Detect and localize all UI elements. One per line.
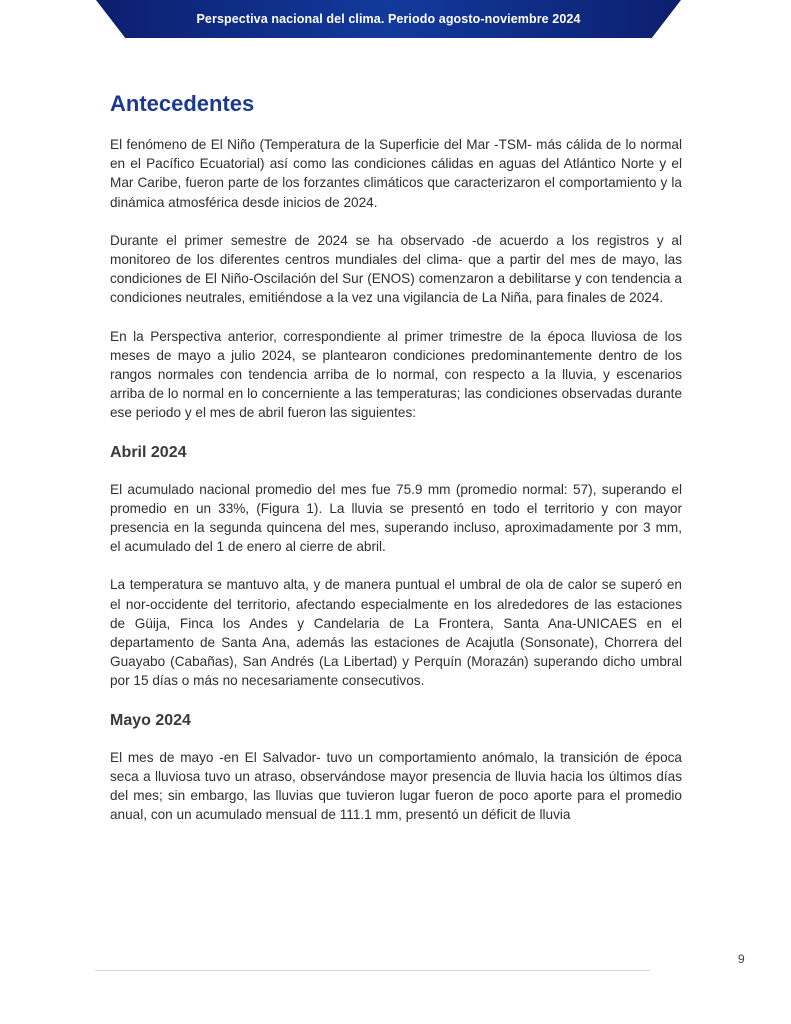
header-title: Perspectiva nacional del clima. Periodo agosto-noviembre 2024 [196,12,581,26]
paragraph: El fenómeno de El Niño (Temperatura de la Superficie del Mar -TSM- más cálida de lo normal en el Pacífico Ecuatorial) así como las condiciones cálidas en aguas del Atlántico Norte y el Mar Caribe, fueron parte de los forzantes climáticos que caracterizaron el comportamiento y la dinámica atmosférica desde inicios de 2024. [110,137,682,210]
paragraph: Durante el primer semestre de 2024 se ha observado -de acuerdo a los registros y al monitoreo de los diferentes centros mundiales del clima- que a partir del mes de mayo, las condiciones de El Niño-Oscilación del Sur (ENOS) comenzaron a debilitarse y con tendencia a condiciones neutrales, emitiéndose a la vez una vigilancia de La Niña, para finales de 2024. [110,232,682,306]
paragraph: El acumulado nacional promedio del mes fue 75.9 mm (promedio normal: 57), superando el promedio en un 33%, (Figura 1). La lluvia se presentó en todo el territorio y con mayor presencia en la segunda quincena del mes, superando incluso, aproximadamente por 3 mm, el acumulado del 1 de enero al cierre de abril. [110,481,682,555]
subsection-title-mayo: Mayo 2024 [110,711,191,729]
page-content [110,90,682,843]
paragraph: La temperatura se mantuvo alta, y de manera puntual el umbral de ola de calor se superó en el nor-occidente del territorio, afectando especialmente en los alrededores de las estaciones de Güija, Finca los Andes y Candelaria de La Frontera, Santa Ana-UNICAES en el departamento de Santa Ana, además las estaciones de Acajutla (Sonsonate), Chorrera del Guayabo (Cabañas), San Andrés (La Libertad) y Perquín (Morazán) superando dicho umbral por 15 días o más no necesariamente consecutivos. [110,577,682,689]
paragraph: En la Perspectiva anterior, correspondiente al primer trimestre de la época lluviosa de los meses de mayo a julio 2024, se plantearon condiciones predominantemente dentro de los rangos normales con tendencia arriba de lo normal, con respecto a la lluvia, y escenarios arriba de lo normal en lo concerniente a las temperaturas; las condiciones observadas durante ese periodo y el mes de abril fueron las siguientes: [110,328,682,421]
section-title: Antecedentes [110,91,255,116]
page-number: 9 [738,952,745,966]
paragraph: El mes de mayo -en El Salvador- tuvo un comportamiento anómalo, la transición de época seca a lluviosa tuvo un atraso, observándose mayor presencia de lluvia hacia los últimos días del mes; sin embargo, las lluvias que tuvieron lugar fueron de poco aporte para el promedio anual, con un acumulado mensual de 111.1 mm, presentó un déficit de lluvia [110,749,682,823]
footer-divider [95,970,650,971]
subsection-title-abril: Abril 2024 [110,443,187,461]
